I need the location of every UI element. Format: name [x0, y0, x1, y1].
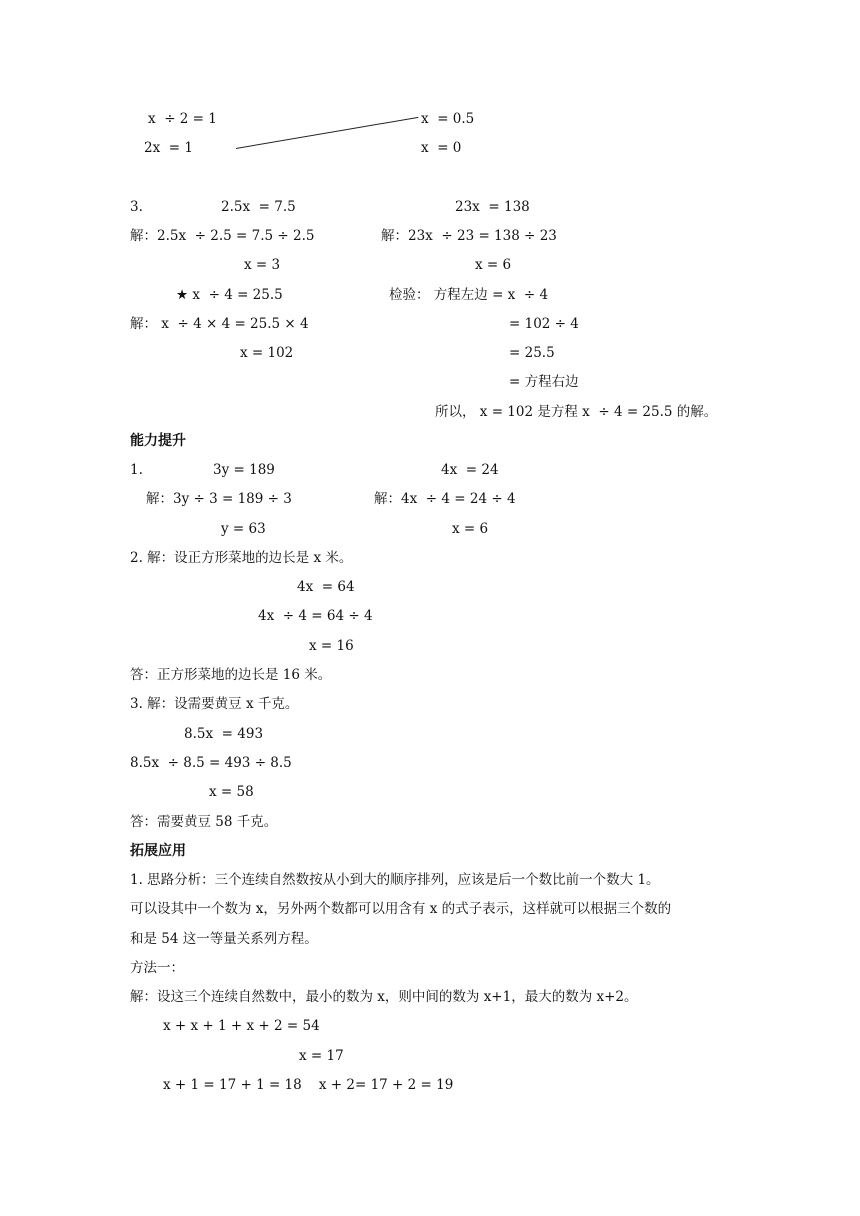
ability-q3-line3: x = 58: [209, 784, 254, 800]
q3-solution-b-result: x = 6: [475, 257, 512, 273]
q3-number: 3.: [130, 199, 143, 215]
extension-method-label: 方法一：: [130, 960, 184, 976]
ability-heading: 能力提升: [130, 433, 186, 449]
extension-paragraph-2: 可以设其中一个数为 x，另外两个数都可以用含有 x 的式子表示，这样就可以根据三个数的: [130, 901, 672, 917]
ability-q3-line1: 8.5x = 493: [184, 726, 264, 742]
q3-equation-a: 2.5x = 7.5: [221, 199, 296, 215]
ability-q1-number: 1.: [130, 462, 143, 478]
ability-q1-equation-b: 4x = 24: [441, 462, 499, 478]
q3-solution-c-result: x = 102: [240, 345, 294, 361]
ability-q2-intro: 2. 解：设正方形菜地的边长是 x 米。: [130, 550, 353, 566]
ability-q1-equation-a: 3y = 189: [213, 462, 275, 478]
extension-paragraph-1: 1. 思路分析：三个连续自然数按从小到大的顺序排列，应该是后一个数比前一个数大 1。: [130, 872, 660, 888]
q3-star-equation: ★ x ÷ 4 = 25.5: [176, 287, 283, 303]
q3-check-line4: = 方程右边: [509, 374, 579, 390]
extension-heading: 拓展应用: [130, 843, 186, 859]
q3-solution-a-result: x = 3: [244, 257, 281, 273]
q3-check-line2: = 102 ÷ 4: [509, 316, 579, 332]
extension-solution-intro: 解：设这三个连续自然数中，最小的数为 x，则中间的数为 x+1，最大的数为 x+2。: [130, 989, 638, 1005]
ability-q2-line1: 4x = 64: [297, 579, 355, 595]
ability-q3-intro: 3. 解：设需要黄豆 x 千克。: [130, 696, 299, 712]
ability-q2-line3: x = 16: [309, 638, 354, 654]
q3-check-line3: = 25.5: [509, 345, 555, 361]
match-right-1: x = 0.5: [421, 111, 475, 127]
q3-solution-c-step1: 解： x ÷ 4 × 4 = 25.5 × 4: [130, 316, 309, 332]
q3-equation-b: 23x = 138: [455, 199, 530, 215]
q3-solution-a-step1: 解：2.5x ÷ 2.5 = 7.5 ÷ 2.5: [130, 228, 315, 244]
ability-q2-answer: 答：正方形菜地的边长是 16 米。: [130, 667, 332, 683]
ability-q1-solution-a-step1: 解：3y ÷ 3 = 189 ÷ 3: [146, 491, 292, 507]
match-line: [236, 117, 419, 149]
q3-check-line1: 检验： 方程左边 = x ÷ 4: [389, 287, 549, 303]
extension-equation-3: x + 1 = 17 + 1 = 18 x + 2= 17 + 2 = 19: [163, 1077, 454, 1093]
match-left-1: x ÷ 2 = 1: [148, 111, 217, 127]
ability-q1-solution-b-result: x = 6: [452, 521, 489, 537]
match-right-2: x = 0: [421, 140, 462, 156]
extension-equation-2: x = 17: [299, 1048, 344, 1064]
q3-conclusion: 所以， x = 102 是方程 x ÷ 4 = 25.5 的解。: [435, 404, 718, 420]
ability-q1-solution-b-step1: 解：4x ÷ 4 = 24 ÷ 4: [374, 491, 516, 507]
q3-solution-b-step1: 解：23x ÷ 23 = 138 ÷ 23: [381, 228, 557, 244]
match-left-2: 2x = 1: [144, 140, 193, 156]
ability-q3-answer: 答：需要黄豆 58 千克。: [130, 814, 278, 830]
ability-q3-line2: 8.5x ÷ 8.5 = 493 ÷ 8.5: [130, 755, 292, 771]
ability-q1-solution-a-result: y = 63: [221, 521, 266, 537]
ability-q2-line2: 4x ÷ 4 = 64 ÷ 4: [258, 608, 373, 624]
extension-paragraph-3: 和是 54 这一等量关系列方程。: [130, 931, 318, 947]
extension-equation-1: x + x + 1 + x + 2 = 54: [163, 1018, 320, 1034]
